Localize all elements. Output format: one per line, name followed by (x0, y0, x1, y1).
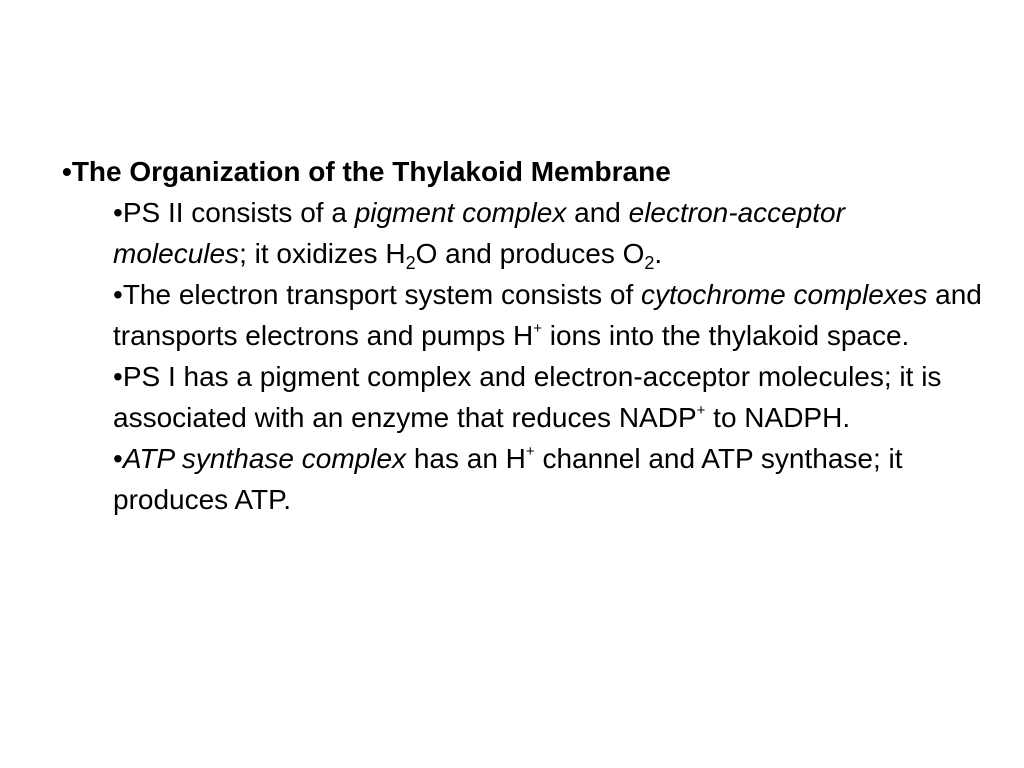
slide-heading (62, 153, 671, 191)
bullet-list (113, 192, 983, 520)
bullet-text: channel and ATP synthase; it produces ATP. (113, 443, 903, 515)
bullet-marker: • (113, 361, 123, 392)
bullet-marker: • (113, 279, 123, 310)
bullet-italic-term: electron-acceptor molecules (113, 197, 845, 269)
heading-bullet: • (62, 156, 72, 187)
bullet-text: ions into the thylakoid space. (541, 320, 910, 351)
bullet-text: and (566, 197, 629, 228)
bullet-marker: • (113, 443, 123, 474)
bullet-atp-synthase (113, 438, 983, 520)
bullet-text: PS II consists of a (122, 197, 355, 228)
subscript: 2 (405, 253, 416, 273)
superscript: + (533, 320, 542, 337)
bullet-ps2 (113, 192, 983, 274)
subscript: 2 (644, 253, 655, 273)
bullet-text: and transports electrons and pumps H (113, 279, 982, 351)
superscript: + (525, 443, 535, 460)
bullet-electron-transport (113, 274, 983, 356)
bullet-text: ; it oxidizes H (239, 238, 406, 269)
bullet-italic-term: pigment complex (354, 197, 567, 228)
bullet-italic-term: ATP synthase complex (122, 443, 407, 474)
bullet-text: The electron transport system consists of (122, 279, 642, 310)
bullet-italic-term: cytochrome complexes (641, 279, 928, 310)
superscript: + (696, 402, 706, 419)
bullet-text: has an H (406, 443, 526, 474)
heading-text: The Organization of the Thylakoid Membrane (71, 156, 671, 187)
bullet-text: to NADPH. (705, 402, 851, 433)
bullet-text: PS I has a pigment complex and electron-acceptor molecules; it is associated with an enzyme that reduces NADP (113, 361, 942, 433)
bullet-ps1 (113, 356, 983, 438)
bullet-text: O and produces O (415, 238, 645, 269)
bullet-text: . (654, 238, 663, 269)
bullet-marker: • (113, 197, 123, 228)
